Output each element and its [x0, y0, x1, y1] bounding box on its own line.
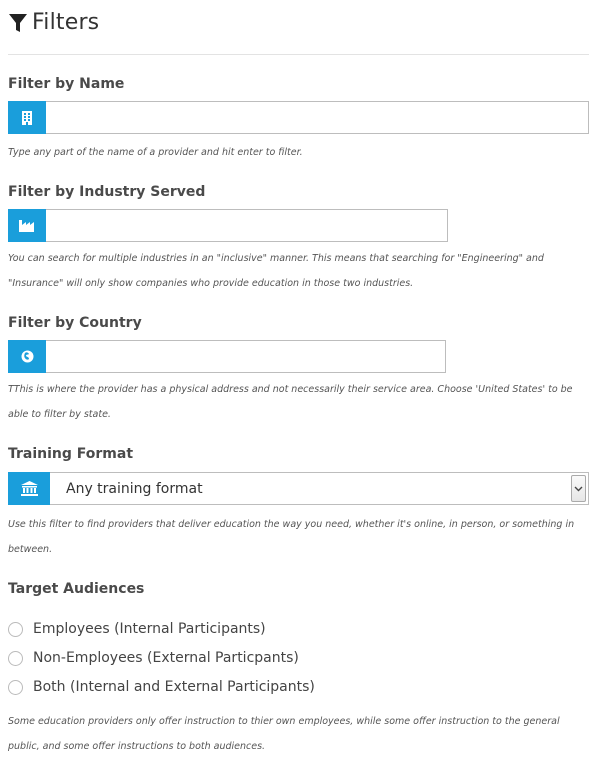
industry-filter-help-line2: "Insurance" will only show companies who provide education in those two industries.	[8, 278, 414, 289]
funnel-icon	[8, 12, 28, 34]
radio-button[interactable]	[8, 680, 23, 695]
industry-icon	[19, 219, 35, 232]
globe-icon	[21, 350, 34, 363]
industry-filter-label: Filter by Industry Served	[8, 184, 206, 200]
industry-filter-addon	[8, 209, 46, 242]
training-format-selected: Any training format	[66, 480, 203, 497]
name-filter-input[interactable]	[46, 101, 589, 134]
radio-button[interactable]	[8, 622, 23, 637]
audience-option-non-employees[interactable]	[8, 650, 299, 666]
training-format-addon	[8, 472, 50, 505]
training-format-select[interactable]	[50, 472, 589, 505]
training-format-help-line2: between.	[8, 544, 53, 555]
name-filter-label: Filter by Name	[8, 76, 125, 92]
country-filter-addon	[8, 340, 46, 373]
audience-option-label: Both (Internal and External Participants)	[33, 679, 315, 695]
country-filter-input[interactable]	[46, 340, 446, 373]
industry-filter-help-line1: You can search for multiple industries in an "inclusive" manner. This means that searching for "Engineering" and	[8, 253, 544, 264]
chevron-down-icon[interactable]	[571, 475, 586, 502]
training-format-group	[8, 472, 589, 505]
training-format-label: Training Format	[8, 446, 134, 462]
filters-header	[8, 10, 99, 35]
name-filter-group	[8, 101, 589, 134]
audience-option-label: Non-Employees (External Particpants)	[33, 650, 299, 666]
audience-option-both[interactable]	[8, 679, 315, 695]
audience-option-label: Employees (Internal Participants)	[33, 621, 266, 637]
industry-filter-input[interactable]	[46, 209, 448, 242]
institution-icon	[21, 481, 38, 496]
target-audiences-label: Target Audiences	[8, 581, 145, 597]
audiences-help-line1: Some education providers only offer instruction to thier own employees, while some offer instruction to the general	[8, 716, 560, 727]
country-filter-label: Filter by Country	[8, 315, 142, 331]
country-filter-group	[8, 340, 446, 373]
training-format-help-line1: Use this filter to find providers that deliver education the way you need, whether it's online, in person, or something in	[8, 519, 575, 530]
name-filter-addon	[8, 101, 46, 134]
country-filter-help-line1: TThis is where the provider has a physical address and not necessarily their service area. Choose 'United States' to be	[8, 384, 573, 395]
audience-option-employees[interactable]	[8, 621, 266, 637]
page-title: Filters	[32, 10, 100, 35]
audiences-help-line2: public, and some offer instructions to both audiences.	[8, 741, 266, 752]
industry-filter-group	[8, 209, 448, 242]
building-icon	[21, 111, 33, 125]
country-filter-help-line2: able to filter by state.	[8, 409, 111, 420]
header-divider	[8, 54, 589, 55]
name-filter-help: Type any part of the name of a provider and hit enter to filter.	[8, 147, 303, 158]
radio-button[interactable]	[8, 651, 23, 666]
